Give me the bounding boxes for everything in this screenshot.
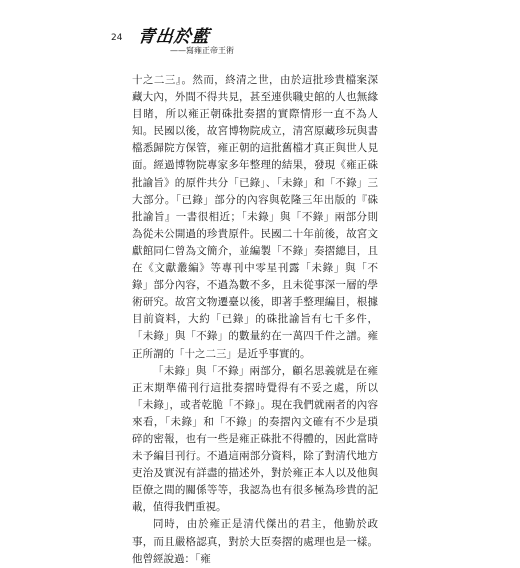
body-text: [132, 72, 378, 568]
paragraph: 十之二三』。然而，終清之世，由於這批珍貴檔案深藏大內，外間不得共見，甚至連供職史館的人也無緣目睹，所以雍正朝硃批奏摺的實際情形一直不為人知。民國以後，故宮博物院成立，清宮原藏珍玩與書檔悉歸院方保管，雍正朝的這批舊檔才真正與世人見面。經過博物院專家多年整理的結果，發現《雍正硃批諭旨》的原件共分「已錄」、「未錄」和「不錄」三大部分。「已錄」部分的內容與乾隆三年出版的『硃批諭旨』一書很相近；「未錄」與「不錄」兩部分則為從未公開過的珍貴原件。民國二十年前後，故宮文獻館同仁曾為文簡介，並編製「不錄」奏摺總目，且在《文獻叢編》等專刊中零星刊露「未錄」與「不錄」部分內容，不過為數不多，且未從事深一層的學術研究。故宮文物遷臺以後，即著手整理編目，根據目前資料，大約「已錄」的硃批諭旨有七千多件，「未錄」與「不錄」的數量約在一萬四千件之譜。雍正所謂的「十之二三」是近乎事實的。: [132, 74, 378, 360]
running-header-title: 青出於藍: [136, 27, 211, 47]
paragraph: 「未錄」與「不錄」兩部分，顧名思義就是在雍正末期準備刊行這批奏摺時覺得有不妥之處，所以「未錄」，或者乾脆「不錄」。現在我們就兩者的內容來看，「未錄」和「不錄」的奏摺內文確有不少是瑣碎的密報，也有一些是雍正硃批不得體的，因此當時未予編目刊行。不過這兩部分資料，除了對清代地方吏治及實況有詳盡的描述外，對於雍正本人以及他與臣僚之間的關係等等，我認為也有很多極為珍貴的記載，值得我們重視。: [132, 364, 378, 514]
running-header-subtitle: ——寫雍正帝王術: [170, 46, 234, 55]
paragraph: 同時，由於雍正是清代傑出的君主，他勤於政事，而且嚴格認真，對於大臣奏摺的處理也是一樣。他曾經說過：「雍: [132, 518, 378, 565]
page-number: 24: [111, 33, 123, 43]
